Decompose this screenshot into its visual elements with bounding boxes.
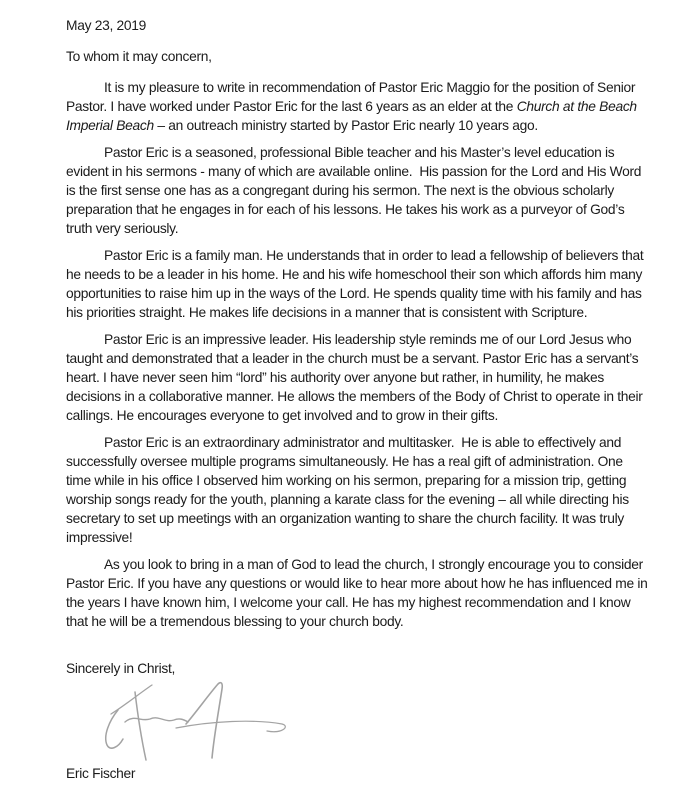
- letter-paragraph-4: [66, 330, 651, 425]
- paragraph-text: Pastor Eric is an extraordinary administrator and multitasker. He is able to effectively and successfully oversee multiple programs simultaneously. He has a real gift of administration. One time while in his office I observed him working on his sermon, preparing for a mission trip, getting worship songs ready for the youth, planning a karate class for the evening – all while directing his secretary to set up meetings with an organization wanting to share the church facility. It was truly impressive!: [66, 435, 633, 545]
- paragraph-text: It is my pleasure to write in recommendation of Pastor Eric Maggio for the position of Senior Pastor. I have worked under Pastor Eric for the last 6 years as an elder at the: [66, 80, 639, 114]
- signature-block: [102, 680, 651, 762]
- letter-paragraph-5: [66, 433, 651, 547]
- signature-stroke: [111, 685, 152, 714]
- letter-date: May 23, 2019: [66, 18, 147, 33]
- paragraph-text: As you look to bring in a man of God to lead the church, I strongly encourage you to consider Pastor Eric. If you have any questions or would like to hear more about how he has influenced me in the years I have known him, I welcome your call. He has my highest recommendation and I know that he will be a tremendous blessing to your church body.: [66, 557, 652, 629]
- signature-stroke: [176, 721, 285, 731]
- letter-paragraph-2: [66, 143, 651, 238]
- signature-stroke: [135, 692, 146, 760]
- letter-closing: Sincerely in Christ,: [66, 661, 176, 676]
- handwritten-signature-icon: [102, 680, 297, 762]
- signer-name: Eric Fischer: [66, 766, 136, 781]
- paragraph-text: Pastor Eric is a family man. He understands that in order to lead a fellowship of believers that he needs to be a leader in his home. He and his wife homeschool their son which affords him many opportunities to raise him up in the ways of the Lord. He spends quality time with his family and has his priorities straight. He makes life decisions in a manner that is consistent with Scripture.: [66, 248, 648, 320]
- letter-paragraph-3: [66, 246, 651, 322]
- paragraph-text: – an outreach ministry started by Pastor Eric nearly 10 years ago.: [153, 118, 538, 133]
- paragraph-text-italic: Church at the Beach Imperial Beach: [66, 99, 641, 133]
- signature-stroke: [186, 683, 222, 758]
- paragraph-text: Pastor Eric is an impressive leader. His leadership style reminds me of our Lord Jesus who taught and demonstrated that a leader in the church must be a servant. Pastor Eric has a servant’s heart. I have never seen him “lord” his authority over anyone but rather, in humility, he makes decisions in a collaborative manner. He allows the members of the Body of Christ to operate in their callings. He encourages everyone to get involved and to grow in their gifts.: [66, 332, 647, 423]
- letter-salutation: To whom it may concern,: [66, 49, 212, 64]
- signature-stroke: [125, 718, 188, 722]
- letter-paragraph-6: [66, 555, 651, 631]
- signature-stroke: [106, 710, 123, 748]
- paragraph-text: Pastor Eric is a seasoned, professional Bible teacher and his Master’s level education is evident in his sermons - many of which are available online. His passion for the Lord and His Word is the first sense one has as a congregant during his sermon. The next is the obvious scholarly preparation that he engages in for each of his lessons. He takes his work as a purveyor of God’s truth very seriously.: [66, 145, 645, 236]
- letter-paragraph-1: [66, 78, 651, 135]
